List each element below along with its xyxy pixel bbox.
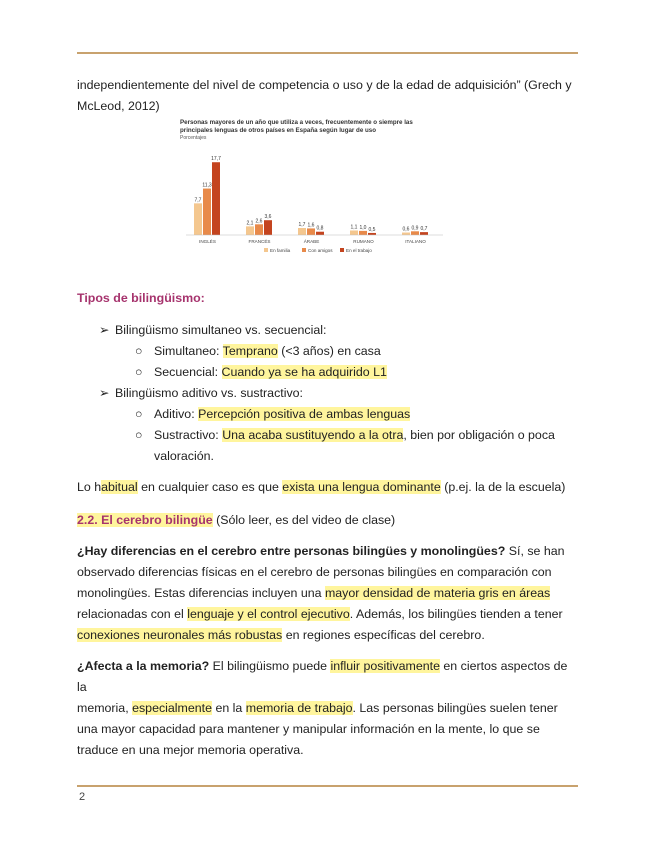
circle-bullet-icon: ○ <box>135 344 143 358</box>
bar-value-label: 3,6 <box>264 214 272 221</box>
bar-árabe-0 <box>298 228 306 235</box>
bar-francés-0 <box>246 226 254 235</box>
bar-árabe-2 <box>316 232 324 235</box>
bar-inglés-2 <box>212 162 220 235</box>
arrow-bullet-icon: ➢ <box>99 386 110 400</box>
bar-value-label: 7,7 <box>194 197 202 204</box>
category-label: ÁRABE <box>303 239 320 244</box>
bar-italiano-1 <box>411 231 419 235</box>
paragraph-memoria: ¿Afecta a la memoria? El bilingüismo puede influir positivamente en ciertos aspectos de la memoria, especialmente en la memoria de trabajo. Las personas bilingües suelen tener una mayor capacidad para mantener y manipular información en la mente, lo que se traduce en una mejor memoria operativa. <box>77 659 568 757</box>
bar-value-label: 0,7 <box>420 226 428 233</box>
circle-bullet-icon: ○ <box>135 407 143 421</box>
bar-value-label: 17,7 <box>211 156 221 163</box>
header-rule <box>77 52 578 54</box>
list-item: Bilingüismo simultaneo vs. secuencial: <box>115 323 327 337</box>
bar-italiano-0 <box>402 233 410 235</box>
bar-francés-1 <box>255 224 263 235</box>
bar-value-label: 0,5 <box>368 226 376 233</box>
legend-label: En familia <box>270 248 291 253</box>
section-heading-cerebro: 2.2. El cerebro bilingüe (Sólo leer, es del video de clase) <box>77 513 396 527</box>
list-subitem: Sustractivo: Una acaba sustituyendo a la otra, bien por obligación o poca valoración. <box>154 428 555 463</box>
list-item: Bilingüismo aditivo vs. sustractivo: <box>115 386 303 400</box>
bar-value-label: 0,8 <box>316 225 324 232</box>
bar-value-label: 0,9 <box>411 225 419 232</box>
paragraph-line: independientemente del nivel de competencia o uso y de la edad de adquisición” (Grech y <box>77 78 572 92</box>
bar-chart <box>178 117 470 261</box>
chart-svg <box>178 117 470 261</box>
bar-italiano-2 <box>420 232 428 235</box>
bar-rumano-2 <box>368 233 376 235</box>
paragraph-diferencias: ¿Hay diferencias en el cerebro entre personas bilingües y monolingües? Sí, se han observado diferencias físicas en el cerebro de personas bilingües en comparación con monolingües. Estas diferencias incluyen una mayor densidad de materia gris en áreas relacionadas con el lenguaje y el control ejecutivo. Además, los bilingües tienden a tener conexiones neuronales más robustas en regiones específicas del cerebro. <box>77 544 565 642</box>
legend-label: En el trabajo <box>346 248 372 253</box>
bar-value-label: 1,0 <box>359 224 367 231</box>
category-label: ITALIANO <box>405 239 426 244</box>
bar-value-label: 1,1 <box>350 224 358 231</box>
list-subitem: Aditivo: Percepción positiva de ambas lenguas <box>154 407 411 421</box>
circle-bullet-icon: ○ <box>135 365 143 379</box>
bar-value-label: 2,6 <box>255 218 263 225</box>
bar-francés-2 <box>264 220 272 235</box>
category-label: FRANCÉS <box>248 239 271 244</box>
list-subitem: Secuencial: Cuando ya se ha adquirido L1 <box>154 365 387 379</box>
circle-bullet-icon: ○ <box>135 428 143 442</box>
category-label: RUMANO <box>353 239 374 244</box>
bar-value-label: 1,6 <box>307 222 315 229</box>
paragraph-habitual: Lo habitual en cualquier caso es que exista una lengua dominante (p.ej. la de la escuela) <box>77 480 566 494</box>
bar-árabe-1 <box>307 228 315 235</box>
bar-value-label: 2,1 <box>246 220 254 227</box>
chart-title-line1: Personas mayores de un año que utiliza a veces, frecuentemente o siempre las <box>180 119 413 126</box>
bar-inglés-0 <box>194 203 202 235</box>
chart-subtitle: Porcentajes <box>180 135 207 141</box>
bar-value-label: 0,6 <box>402 226 410 233</box>
section-heading-tipos: Tipos de bilingüismo: <box>77 291 205 305</box>
paragraph-line: McLeod, 2012) <box>77 99 160 113</box>
page-number: 2 <box>79 791 86 803</box>
chart-title-line2: principales lenguas de otros países en España según lugar de uso <box>180 127 376 134</box>
bar-value-label: 1,7 <box>298 222 306 229</box>
paragraph-top <box>77 75 579 117</box>
legend-swatch <box>340 248 344 252</box>
bar-rumano-1 <box>359 231 367 235</box>
legend-swatch <box>302 248 306 252</box>
footer-rule <box>77 785 578 787</box>
legend-label: Con amigos <box>308 248 333 253</box>
list-subitem: Simultaneo: Temprano (<3 años) en casa <box>154 344 381 358</box>
arrow-bullet-icon: ➢ <box>99 323 110 337</box>
bar-rumano-0 <box>350 230 358 235</box>
category-label: INGLÉS <box>199 239 216 244</box>
legend-swatch <box>264 248 268 252</box>
bar-value-label: 11,3 <box>202 182 212 189</box>
bar-inglés-1 <box>203 189 211 235</box>
